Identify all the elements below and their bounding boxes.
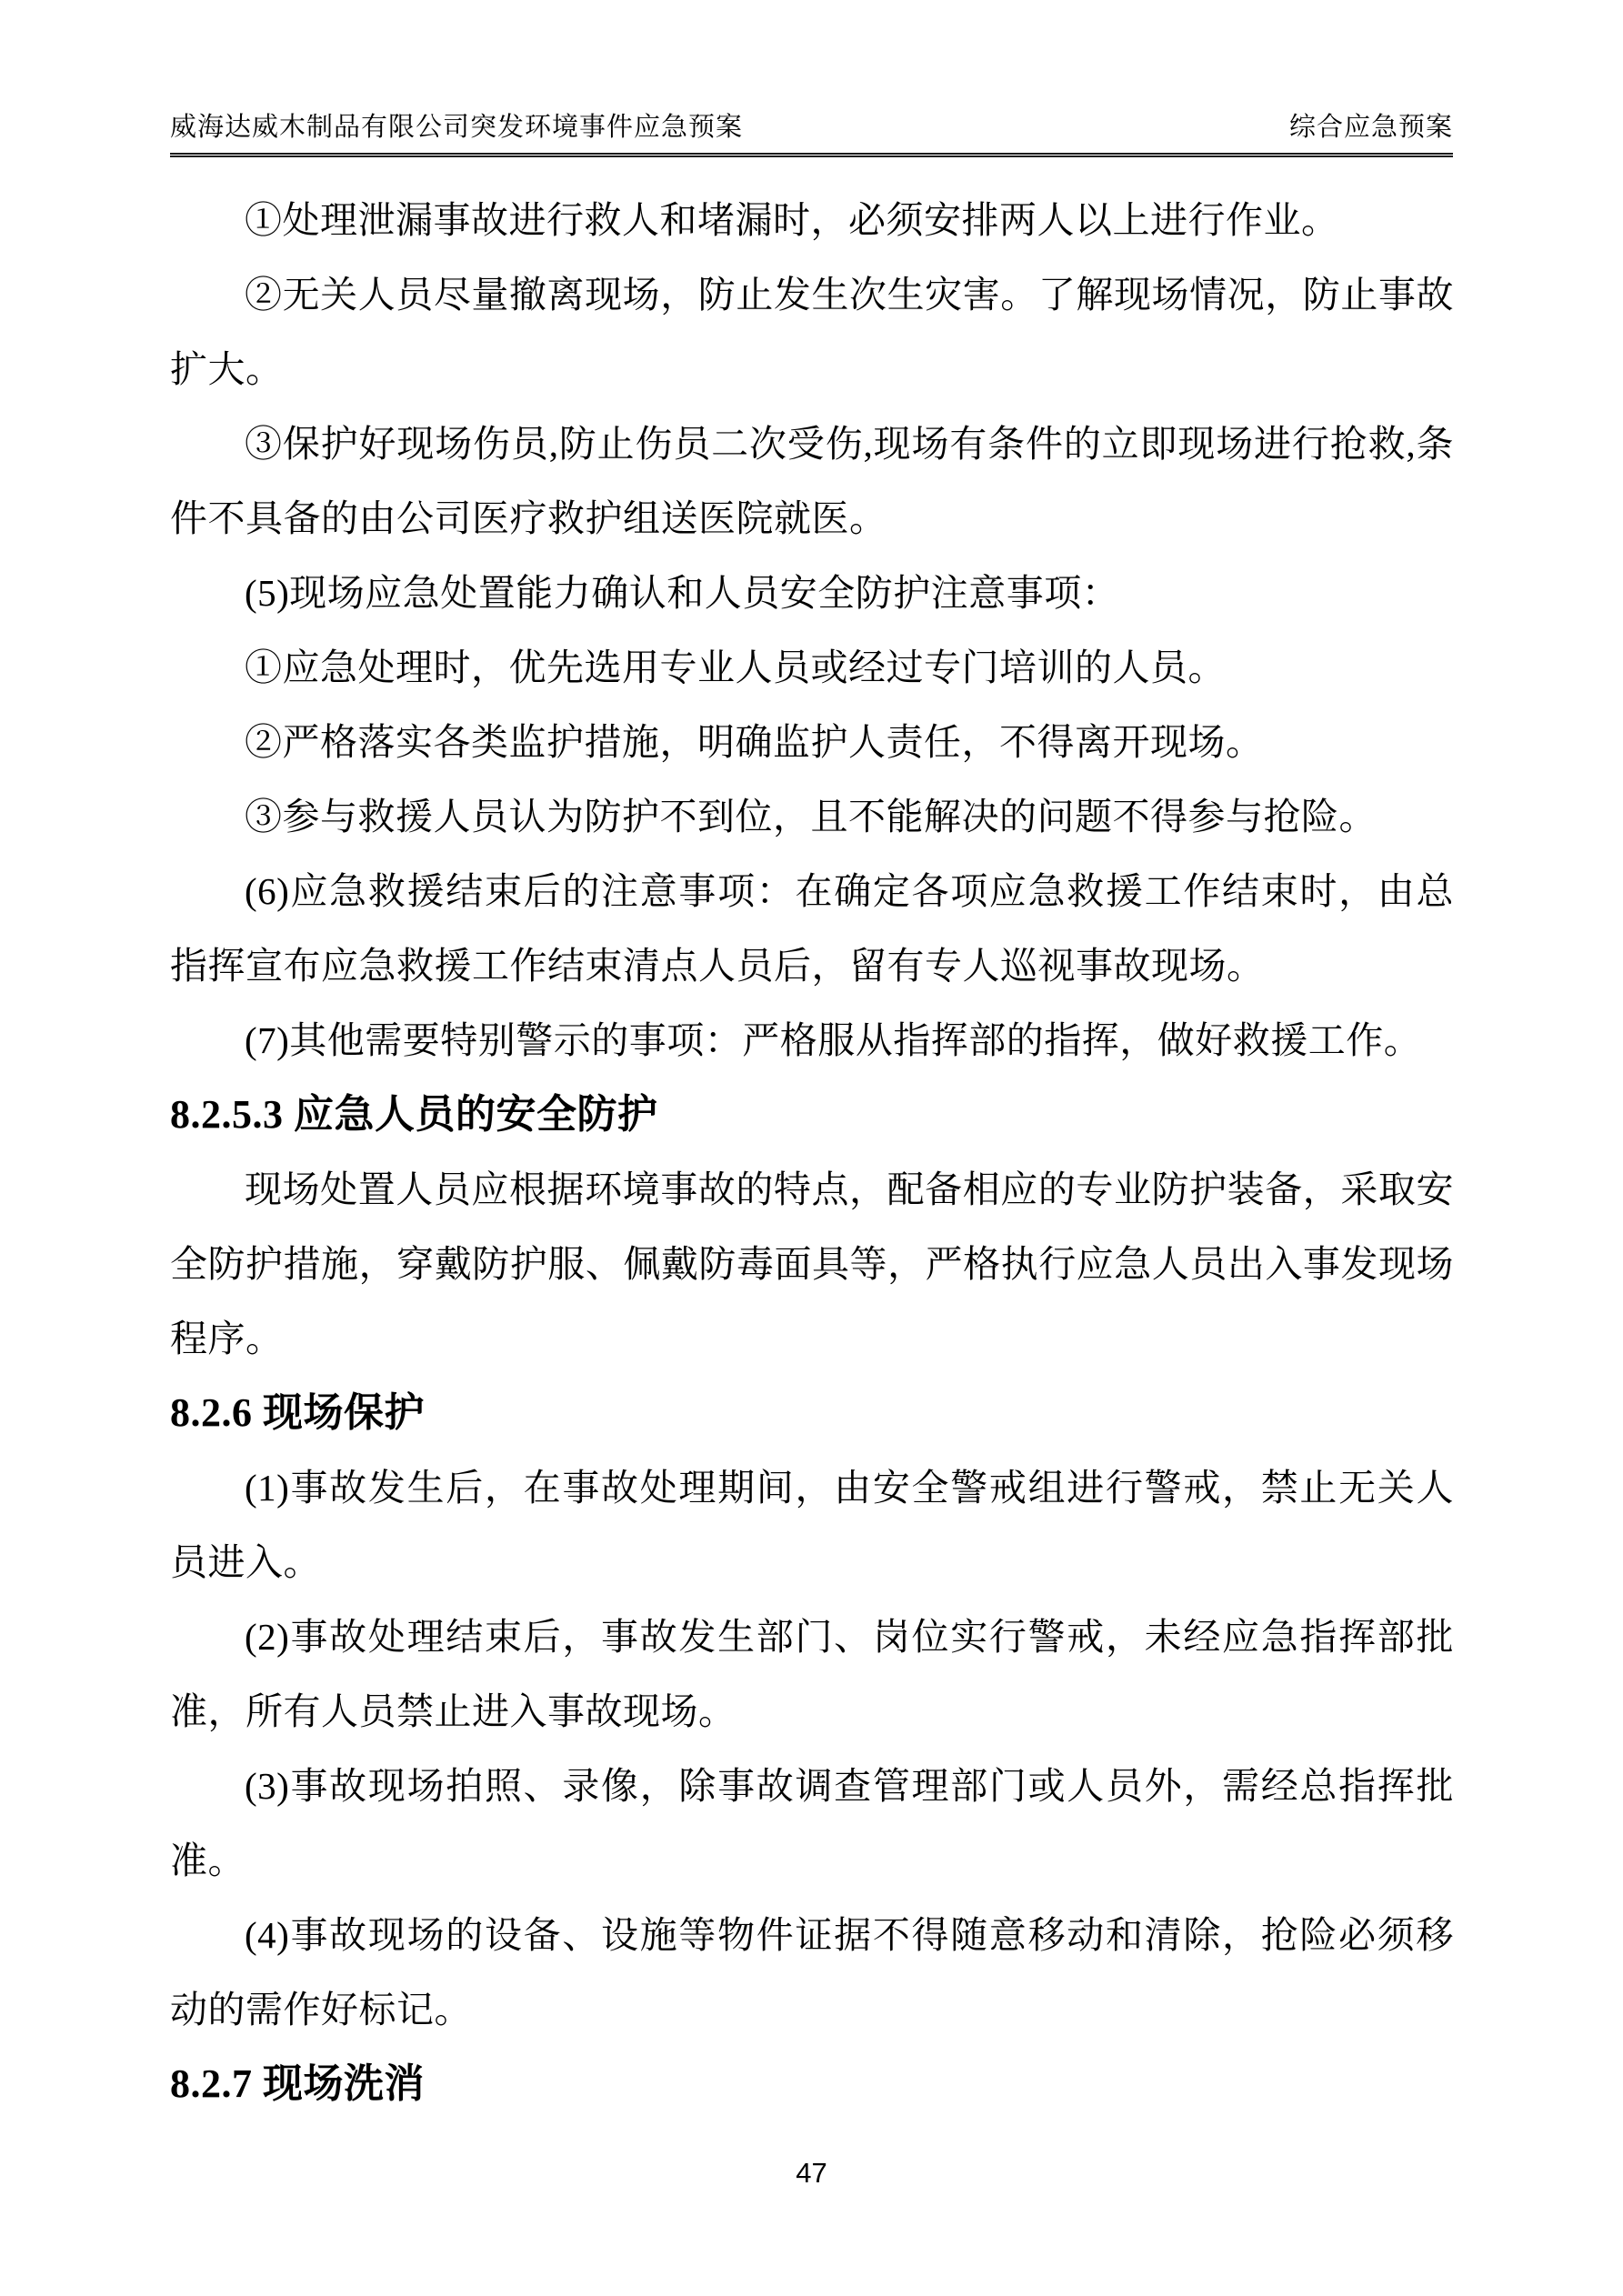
body-paragraph: (7)其他需要特别警示的事项：严格服从指挥部的指挥，做好救援工作。 xyxy=(245,1019,1422,1061)
header-right-title: 综合应急预案 xyxy=(1288,113,1453,142)
header-left-title: 威海达威木制品有限公司突发环境事件应急预案 xyxy=(170,113,744,142)
body-paragraph: 现场处置人员应根据环境事故的特点，配备相应的专业防护装备，采取安全防护措施，穿戴防护服、佩戴防毒面具等，严格执行应急人员出入事发现场程序。 xyxy=(170,1168,1454,1359)
body-paragraph: (4)事故现场的设备、设施等物件证据不得随意移动和清除，抢险必须移动的需作好标记。 xyxy=(170,1914,1454,2030)
body-paragraph: ①应急处理时，优先选用专业人员或经过专门培训的人员。 xyxy=(245,647,1226,688)
body-paragraph: (2)事故处理结束后，事故发生部门、岗位实行警戒，未经应急指挥部批准，所有人员禁止进入事故现场。 xyxy=(170,1616,1454,1732)
section-heading: 8.2.5.3 应急人员的安全防护 xyxy=(170,1092,658,1137)
body-paragraph: ②无关人员尽量撤离现场，防止发生次生灾害。了解现场情况，防止事故扩大。 xyxy=(170,274,1454,390)
body-paragraph: (6)应急救援结束后的注意事项：在确定各项应急救援工作结束时，由总指挥宣布应急救援工作结束清点人员后，留有专人巡视事故现场。 xyxy=(170,870,1454,987)
body-paragraph: ③参与救援人员认为防护不到位，且不能解决的问题不得参与抢险。 xyxy=(245,796,1377,837)
page-header xyxy=(170,109,1453,157)
section-heading: 8.2.7 现场洗消 xyxy=(170,2061,425,2106)
page-footer xyxy=(0,2157,1623,2190)
page-number: 47 xyxy=(796,2157,827,2189)
body-paragraph: (3)事故现场拍照、录像，除事故调查管理部门或人员外，需经总指挥批准。 xyxy=(170,1765,1454,1881)
body-paragraph: ③保护好现场伤员,防止伤员二次受伤,现场有条件的立即现场进行抢救,条件不具备的由公司医疗救护组送医院就医。 xyxy=(170,423,1454,539)
body-paragraph: (5)现场应急处置能力确认和人员安全防护注意事项： xyxy=(245,572,1120,614)
document-body xyxy=(170,183,1454,2121)
body-paragraph: (1)事故发生后，在事故处理期间，由安全警戒组进行警戒，禁止无关人员进入。 xyxy=(170,1467,1454,1583)
body-paragraph: ②严格落实各类监护措施，明确监护人责任，不得离开现场。 xyxy=(245,721,1264,763)
body-paragraph: ①处理泄漏事故进行救人和堵漏时，必须安排两人以上进行作业。 xyxy=(245,199,1339,241)
section-heading: 8.2.6 现场保护 xyxy=(170,1390,425,1435)
